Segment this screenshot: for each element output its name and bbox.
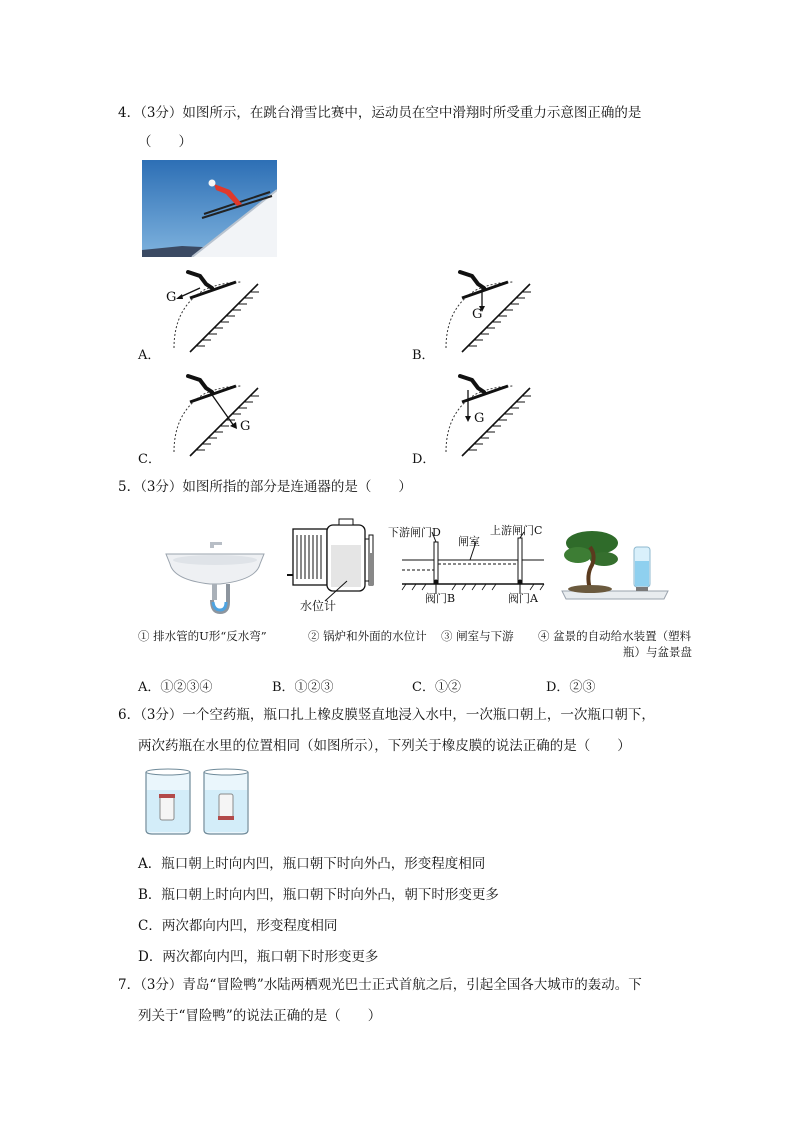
q6-option-c[interactable]: C．两次都向内凹，形变程度相同 — [138, 918, 338, 934]
valve-a-label: 阀门A — [508, 592, 538, 605]
q4-option-c[interactable]: C． — [138, 452, 161, 467]
q5-option-b[interactable]: B．①②③ — [272, 680, 334, 695]
q4-stem: 4．（3分）如图所示，在跳台滑雪比赛中，运动员在空中滑翔时所受重力示意图正确的是 — [118, 105, 642, 121]
q4-option-b[interactable]: B． — [412, 348, 435, 363]
q5-caption-1: ① 排水管的U形“反水弯” — [138, 629, 267, 643]
q4-g-label-d: G — [474, 411, 485, 426]
q6-option-d[interactable]: D．两次都向内凹，瓶口朝下时形变更多 — [138, 949, 379, 965]
sink-u-trap-image — [160, 540, 270, 620]
q4-diagram-a — [160, 268, 270, 356]
q4-diagram-d — [432, 372, 542, 460]
q5-caption-4-cont: 瓶）与盆景盘 — [623, 645, 692, 659]
q5-caption-4: ④ 盆景的自动给水装置（塑料 — [538, 629, 692, 643]
medicine-bottles-in-water-image — [140, 768, 255, 836]
q6-stem-line1: 6．（3分）一个空药瓶，瓶口扎上橡皮膜竖直地浸入水中，一次瓶口朝上，一次瓶口朝下， — [118, 707, 655, 723]
q5-caption-3: ③ 闸室与下游 — [441, 629, 514, 643]
q4-g-label-a: G — [166, 290, 177, 305]
q6-stem-line2: 两次药瓶在水里的位置相同（如图所示），下列关于橡皮膜的说法正确的是（ ） — [138, 738, 631, 754]
q5-option-d[interactable]: D．②③ — [546, 680, 596, 695]
q5-option-a[interactable]: A．①②③④ — [138, 680, 213, 695]
q5-option-c[interactable]: C．①② — [412, 680, 461, 695]
q4-diagram-c — [160, 372, 270, 460]
water-gauge-label: 水位计 — [300, 599, 337, 613]
q6-option-a[interactable]: A．瓶口朝上时向内凹，瓶口朝下时向外凸，形变程度相同 — [138, 856, 486, 872]
q4-option-d[interactable]: D． — [412, 452, 436, 467]
lock-chamber-label: 闸室 — [458, 535, 480, 548]
ski-jump-photo — [142, 160, 277, 257]
q4-option-a[interactable]: A． — [138, 348, 161, 363]
q6-option-b[interactable]: B．瓶口朝上时向内凹，瓶口朝下时向外凸，朝下时形变更多 — [138, 887, 499, 903]
downstream-gate-label: 下游闸门D — [388, 526, 441, 539]
boiler-water-gauge-image — [285, 515, 380, 610]
valve-b-label: 阀门B — [425, 592, 456, 605]
bonsai-water-bottle-image — [560, 525, 672, 605]
upstream-gate-label: 上游闸门C — [490, 524, 543, 537]
q7-stem-line1: 7．（3分）青岛“冒险鸭”水陆两栖观光巴士正式首航之后，引起全国各大城市的轰动。下 — [118, 977, 642, 993]
q4-diagram-b — [432, 268, 542, 356]
q4-answer-blank: （ ） — [138, 134, 192, 150]
q5-caption-2: ② 锅炉和外面的水位计 — [308, 629, 427, 643]
q4-g-label-b: G — [472, 307, 483, 322]
q7-stem-line2: 列关于“冒险鸭”的说法正确的是（ ） — [138, 1008, 382, 1024]
q4-g-label-c: G — [240, 419, 251, 434]
q5-stem: 5．（3分）如图所指的部分是连通器的是（ ） — [118, 479, 412, 495]
